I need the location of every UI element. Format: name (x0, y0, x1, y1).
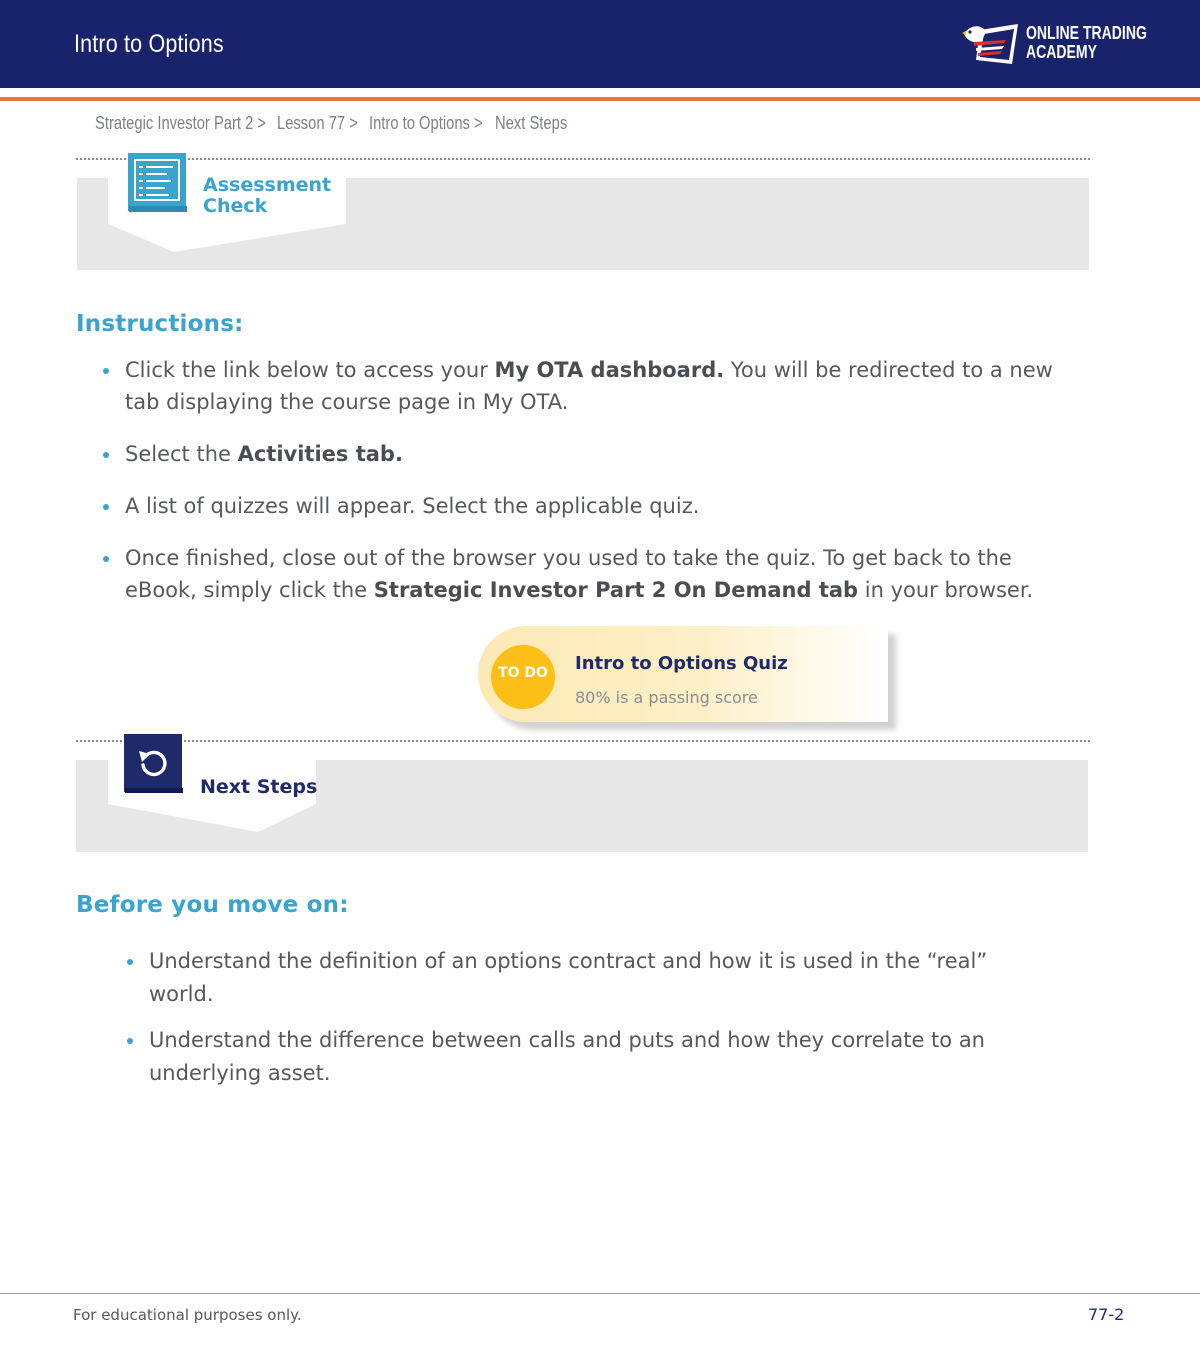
checklist-icon (125, 150, 189, 214)
footer-rule (0, 1293, 1200, 1294)
quiz-link-card[interactable] (478, 626, 888, 722)
ota-eagle-logo-icon (960, 20, 1022, 68)
list-item: Understand the definition of an options contract and how it is used in the “real” world. (125, 945, 1025, 1011)
before-list (125, 945, 1025, 1090)
instructions-list (101, 354, 1081, 606)
list-item: Understand the difference between calls and puts and how they correlate to an underlying asset. (125, 1024, 1025, 1090)
quiz-title[interactable]: Intro to Options Quiz (575, 653, 788, 674)
list-item: Select the Activities tab. (101, 438, 1081, 470)
breadcrumb-item-lesson[interactable]: Lesson 77 > (277, 113, 358, 133)
list-item: Click the link below to access your My OTA dashboard. You will be redirected to a new tab displaying the course page in My OTA. (101, 354, 1081, 418)
todo-badge (491, 645, 555, 709)
header-gap (0, 88, 1200, 97)
logo-line-2: ACADEMY (1026, 42, 1097, 62)
my-ota-dashboard-link[interactable]: My OTA dashboard. (494, 358, 725, 382)
breadcrumb-item-course[interactable]: Strategic Investor Part 2 > (95, 113, 267, 133)
assessment-label-line-1: Assessment (203, 174, 332, 196)
page-title: Intro to Options (74, 30, 224, 58)
todo-badge-label: TO DO (498, 665, 548, 681)
header-accent-rule (0, 97, 1200, 101)
footer-disclaimer: For educational purposes only. (73, 1306, 302, 1324)
quiz-subtitle: 80% is a passing score (575, 688, 758, 707)
page-number: 77-2 (1088, 1305, 1125, 1324)
assessment-label (203, 175, 331, 217)
section-divider (76, 740, 1090, 742)
next-steps-label: Next Steps (200, 776, 318, 798)
breadcrumb-item-topic[interactable]: Intro to Options > (369, 113, 483, 133)
ota-logo (960, 20, 1147, 70)
breadcrumb-item-current: Next Steps (495, 113, 568, 133)
list-item: Once finished, close out of the browser you used to take the quiz. To get back to the eBook, simply click the Strategic Investor Part 2 On Demand tab in your browser. (101, 542, 1081, 606)
assessment-label-line-2: Check (203, 195, 268, 217)
page-header (0, 0, 1200, 88)
section-divider (76, 158, 1090, 160)
instructions-heading: Instructions: (76, 311, 244, 337)
logo-wordmark (1026, 24, 1147, 62)
refresh-icon (122, 732, 184, 794)
list-item: A list of quizzes will appear. Select the applicable quiz. (101, 490, 1081, 522)
before-heading: Before you move on: (76, 892, 349, 918)
logo-line-1: ONLINE TRADING (1026, 23, 1147, 43)
